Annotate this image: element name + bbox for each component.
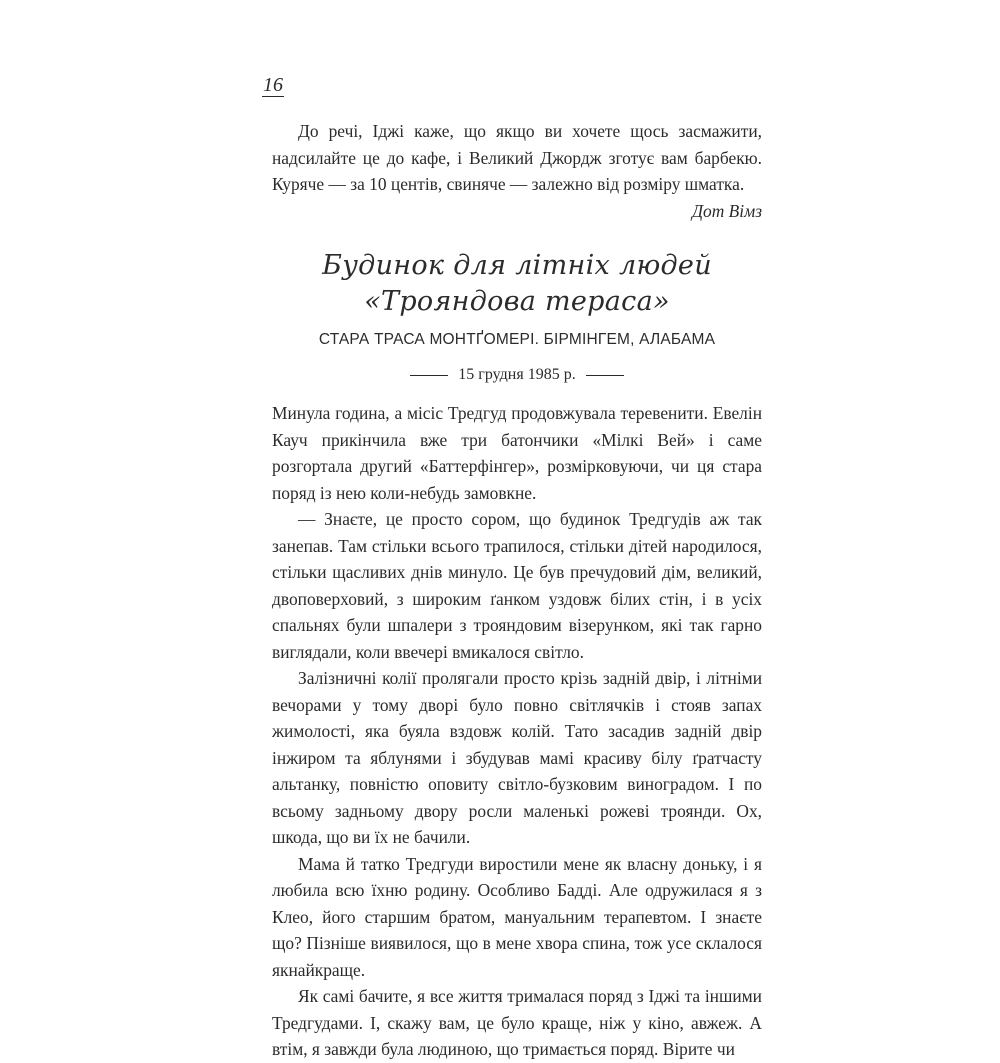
date-rule-right xyxy=(586,375,624,376)
body-paragraph-2: — Знаєте, це просто сором, що будинок Тредгудів аж так занепав. Там стільки всього трапилося, стільки дітей народилося, стільки щасливих днів минуло. Це був пречудовий дім, великий, двоповерховий, з широким ґанком уздовж білих стін, і в усіх спальнях були шпалери з трояндовим візерунком, які так гарно виглядали, коли ввечері вмикалося світло. xyxy=(272,509,762,662)
page-number: 16 xyxy=(263,74,283,96)
chapter-title xyxy=(272,248,762,320)
intro-signature: Дот Вімз xyxy=(691,200,762,221)
chapter-subtitle: СТАРА ТРАСА МОНТҐОМЕРІ. БІРМІНГЕМ, АЛАБАМА xyxy=(318,331,716,348)
body-text xyxy=(272,400,762,1063)
body-paragraph-4: Мама й татко Тредгуди виростили мене як власну доньку, і я любила всю їхню родину. Особливо Бадді. Але одружилася я з Клео, його старшим братом, мануальним терапевтом. І знаєте що? Пізніше виявилося, що в мене хвора спина, тож усе склалося якнайкраще. xyxy=(272,853,762,980)
body-paragraph-1: Минула година, а місіс Тредгуд продовжувала теревенити. Евелін Кауч прикінчила вже три батончики «Мілкі Вей» і саме розгортала другий «Баттерфінгер», розмірковуючи, чи ця стара поряд із нею коли-небудь замовкне. xyxy=(272,403,762,503)
chapter-title-line-1: Будинок для літніх людей xyxy=(322,250,712,281)
chapter-date: 15 грудня 1985 р. xyxy=(458,366,576,383)
intro-paragraph: До речі, Іджі каже, що якщо ви хочете щось засмажити, надсилайте це до кафе, і Великий Джордж зготує вам барбекю. Куряче — за 10 центів, свиняче — залежно від розміру шматка. xyxy=(272,121,762,194)
chapter-date-line xyxy=(272,366,762,384)
chapter-title-line-2: «Трояндова тераса» xyxy=(364,286,670,317)
body-paragraph-3: Залізничні колії пролягали просто крізь задній двір, і літніми вечорами у тому дворі було повно світлячків і стояв запах жимолості, яка буяла вздовж колій. Тато засадив задній двір інжиром та яблунями і збудував мамі красиву білу ґратчасту альтанку, повністю оповиту світло-бузковим виноградом. І по всьому задньому двору росли маленькі рожеві троянди. Ох, шкода, що ви їх не бачили. xyxy=(272,668,762,847)
intro-block xyxy=(272,118,762,224)
date-rule-left xyxy=(410,375,448,376)
body-paragraph-5: Як самі бачите, я все життя трималася поряд з Іджі та іншими Тредгудами. І, скажу вам, це було краще, ніж у кіно, авжеж. А втім, я завжди була людиною, що тримається поряд. Вірите чи xyxy=(272,986,762,1059)
